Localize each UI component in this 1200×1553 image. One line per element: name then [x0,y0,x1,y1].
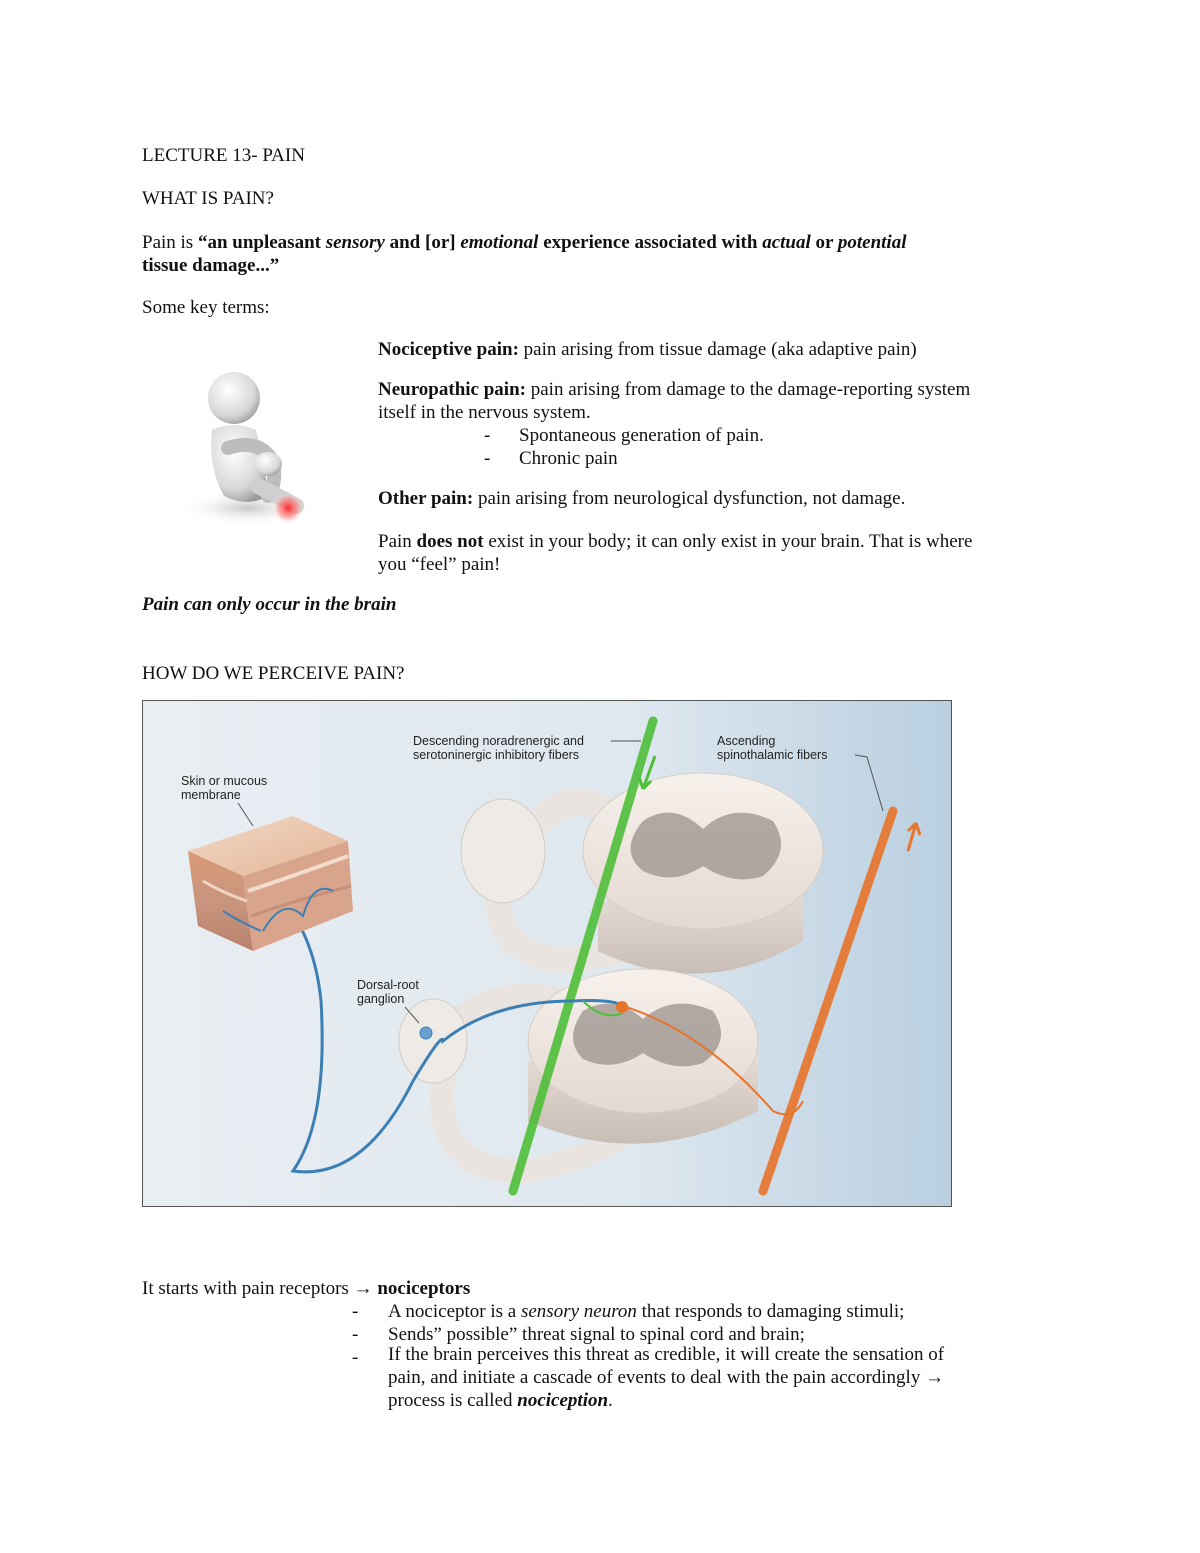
receptors-intro: It starts with pain receptors → nociceptors [142,1278,471,1299]
drg-label-line2: ganglion [357,992,405,1006]
synapse-dot [616,1001,628,1013]
pain-pathway-figure [142,700,952,1207]
receptor-bullet-2-dash: - [352,1324,359,1345]
skin-label-line2: membrane [181,788,241,802]
nociceptive-pain-definition: Nociceptive pain: pain arising from tissue damage (aka adaptive pain) [378,339,917,360]
neuropathic-bullet-1: - [484,425,491,446]
drg-label-line1: Dorsal-root [357,978,419,992]
neuropathic-bullet-2: - [484,448,491,469]
upper-ganglion [461,799,545,903]
ascending-label-line1: Ascending [717,734,776,748]
brain-note-line2: you “feel” pain! [378,554,501,575]
receptor-bullet-2: Sends” possible” threat signal to spinal cord and brain; [388,1324,805,1345]
neuropathic-pain-definition-line2: itself in the nervous system. [378,402,591,423]
section-heading-what-is-pain: WHAT IS PAIN? [142,188,274,209]
receptor-bullet-1: A nociceptor is a sensory neuron that responds to damaging stimuli; [388,1301,905,1322]
pain-definition-line2: tissue damage...” [142,255,280,276]
pain-definition: Pain is “an unpleasant sensory and [or] emotional experience associated with actual or potential [142,232,907,253]
arrow-icon: → [353,1278,373,1299]
receptor-bullet-3-line1: If the brain perceives this threat as credible, it will create the sensation of [388,1344,945,1365]
neuropathic-bullet-text-2: Chronic pain [519,448,618,469]
upper-spinal-cord-segment [583,773,823,974]
arrow-icon-2: → [925,1367,945,1388]
brain-note: Pain does not exist in your body; it can only exist in your brain. That is where [378,531,973,552]
receptor-bullet-3-line2: pain, and initiate a cascade of events to deal with the pain accordingly → [388,1367,945,1388]
descending-label-line2: serotoninergic inhibitory fibers [413,748,580,762]
section-heading-how-perceive: HOW DO WE PERCEIVE PAIN? [142,663,405,684]
person-holding-foot-illustration [168,368,318,528]
neuropathic-pain-definition: Neuropathic pain: pain arising from damage to the damage-reporting system [378,379,971,400]
lower-spinal-cord-segment [528,969,758,1144]
neuropathic-bullet-text-1: Spontaneous generation of pain. [519,425,764,446]
dorsal-root-ganglion-cell-body [420,1027,432,1039]
ascending-label-line2: spinothalamic fibers [717,748,828,762]
key-terms-label: Some key terms: [142,297,270,318]
receptor-bullet-1-dash: - [352,1301,359,1322]
page-title: LECTURE 13- PAIN [142,145,305,166]
receptor-bullet-3-dash: - [352,1347,359,1368]
skin-label-line1: Skin or mucous [181,774,268,788]
emphasis-statement: Pain can only occur in the brain [142,594,397,615]
other-pain-definition: Other pain: pain arising from neurological dysfunction, not damage. [378,488,906,509]
receptor-bullet-3-line3: process is called nociception. [388,1390,613,1411]
descending-label-line1: Descending noradrenergic and [413,734,584,748]
